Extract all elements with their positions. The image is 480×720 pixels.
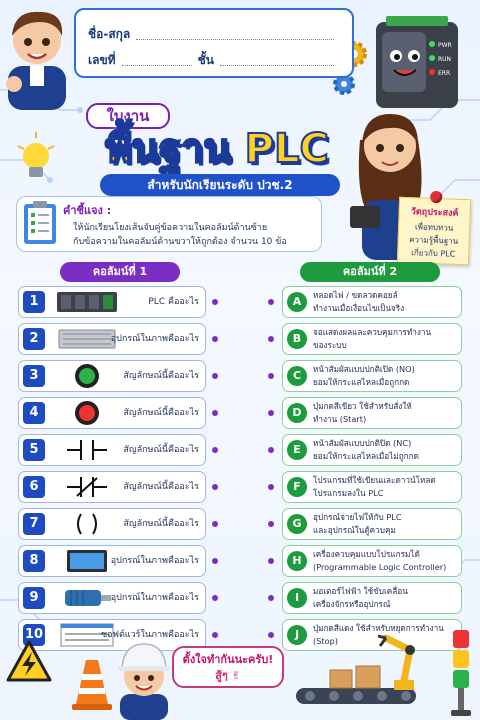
answer-letter: B [287, 329, 307, 349]
answer-letter: G [287, 514, 307, 534]
instructions-heading: คำชี้แจง : [63, 204, 112, 217]
answer-text-line-2: (Stop) [313, 636, 339, 646]
name-field[interactable] [136, 39, 334, 40]
answer-text-line-1: ปุ่มกดสีเขียว ใช้สำหรับสั่งให้ [313, 401, 412, 411]
answer-letter: E [287, 440, 307, 460]
left-match-dot[interactable] [212, 558, 218, 564]
answer-row [282, 471, 462, 503]
question-row [18, 434, 206, 466]
answer-text-line-1: ปุ่มกดสีแดง ใช้สำหรับหยุดการทำงาน [313, 623, 444, 633]
engineer-boy-mascot [114, 636, 174, 720]
answer-text-line-2: ยอมให้กระแสไหลเมื่อไม่ถูกกด [313, 451, 419, 461]
answer-row [282, 397, 462, 429]
page-subtitle: สำหรับนักเรียนระดับ ปวช.2 [100, 174, 340, 196]
page-title: พื้นฐาน PLC [105, 126, 329, 172]
answer-letter: I [287, 588, 307, 608]
question-number: 3 [23, 365, 45, 387]
right-match-dot[interactable] [268, 484, 274, 490]
question-number: 5 [23, 439, 45, 461]
worksheet-label: ใบงาน [86, 103, 170, 129]
answer-row [282, 323, 462, 355]
answer-text-line-2: ทำงาน (Start) [313, 414, 367, 424]
answer-row [282, 508, 462, 540]
right-match-dot[interactable] [268, 410, 274, 416]
left-match-dot[interactable] [212, 595, 218, 601]
answer-text-line-2: เครื่องจักรหรืออุปกรณ์ [313, 599, 391, 609]
question-number: 8 [23, 550, 45, 572]
conveyor-robot-arm-illustration [290, 630, 430, 718]
signal-tower-light-icon [448, 624, 474, 718]
plc-device-mascot [372, 14, 464, 112]
question-text: PLC คืออะไร [148, 297, 199, 307]
right-match-dot[interactable] [268, 299, 274, 305]
objective-line-2: ความรู้พื้นฐาน [409, 235, 459, 246]
class-field[interactable] [220, 65, 334, 66]
left-match-dot[interactable] [212, 299, 218, 305]
bubble-line-2: สู้ๆ ✌ [215, 669, 241, 682]
question-row [18, 582, 206, 614]
clipboard-icon [21, 199, 59, 245]
question-number: 7 [23, 513, 45, 535]
nc-contact-symbol [53, 474, 121, 500]
column-2-header: คอลัมน์ที่ 2 [300, 262, 440, 282]
left-match-dot[interactable] [212, 484, 218, 490]
right-match-dot[interactable] [268, 521, 274, 527]
left-match-dot[interactable] [212, 410, 218, 416]
instructions-line-1: ให้นักเรียนโยงเส้นจับคู่ข้อความในคอลัมน์ด้านซ้าย [73, 223, 268, 233]
question-number: 2 [23, 328, 45, 350]
question-number: 6 [23, 476, 45, 498]
answer-letter: C [287, 366, 307, 386]
left-match-dot[interactable] [212, 336, 218, 342]
right-match-dot[interactable] [268, 558, 274, 564]
answer-text-line-1: เครื่องควบคุมแบบโปรแกรมได้ [313, 549, 420, 559]
answer-letter: D [287, 403, 307, 423]
right-match-dot[interactable] [268, 336, 274, 342]
encouragement-speech-bubble [172, 646, 284, 688]
answer-text-line-1: อุปกรณ์จ่ายไฟให้กับ PLC [313, 512, 402, 522]
bubble-line-1: ตั้งใจทำกันนะครับ! [182, 653, 274, 666]
plc-led-label-err: ERR [438, 70, 451, 77]
question-row [18, 471, 206, 503]
right-match-dot[interactable] [268, 632, 274, 638]
left-match-dot[interactable] [212, 632, 218, 638]
plc-led-label-pwr: PWR [438, 42, 452, 49]
question-number: 9 [23, 587, 45, 609]
coil-symbol [53, 511, 121, 537]
answer-text-line-2: ของระบบ [313, 340, 347, 350]
number-field[interactable] [122, 65, 192, 66]
question-text: สัญลักษณ์นี้คืออะไร [123, 371, 199, 381]
question-text: สัญลักษณ์นี้คืออะไร [123, 408, 199, 418]
answer-text-line-2: ทำงานเมื่อเงื่อนไขเป็นจริง [313, 303, 405, 313]
answer-letter: J [287, 625, 307, 645]
question-row [18, 286, 206, 318]
question-text: อุปกรณ์ในภาพคืออะไร [110, 593, 199, 603]
column-1-header: คอลัมน์ที่ 1 [60, 262, 180, 282]
answer-row [282, 286, 462, 318]
left-match-dot[interactable] [212, 373, 218, 379]
plc-led-label-run: RUN [438, 56, 452, 63]
question-number: 4 [23, 402, 45, 424]
instructions-line-2: กับข้อความในคอลัมน์ด้านขวาให้ถูกต้อง จำนวน 10 ข้อ [73, 237, 287, 247]
red-button-image [53, 400, 121, 426]
answer-row [282, 582, 462, 614]
green-button-image [53, 363, 121, 389]
light-bulb-icon [16, 132, 56, 186]
high-voltage-warning-icon [6, 640, 52, 684]
boy-mascot-illustration [0, 0, 74, 110]
answer-letter: A [287, 292, 307, 312]
answer-text-line-1: หน้าสัมผัสแบบปกติปิด (NC) [313, 438, 412, 448]
pushpin-icon [430, 191, 442, 203]
number-label: เลขที่ [88, 53, 116, 67]
objective-heading: วัตถุประสงค์ [410, 207, 459, 219]
question-row [18, 360, 206, 392]
question-row [18, 397, 206, 429]
student-info-box [74, 8, 354, 78]
class-label: ชั้น [197, 53, 214, 67]
question-text: สัญลักษณ์นี้คืออะไร [123, 519, 199, 529]
answer-row [282, 545, 462, 577]
traffic-cone-icon [72, 656, 112, 712]
objective-line-3: เกี่ยวกับ PLC [411, 248, 456, 259]
answer-letter: F [287, 477, 307, 497]
answer-letter: H [287, 551, 307, 571]
objective-line-1: เพื่อทบทวน [414, 222, 454, 233]
answer-row [282, 434, 462, 466]
right-match-dot[interactable] [268, 447, 274, 453]
right-match-dot[interactable] [268, 595, 274, 601]
left-match-dot[interactable] [212, 447, 218, 453]
question-text: สัญลักษณ์นี้คืออะไร [123, 445, 199, 455]
left-match-dot[interactable] [212, 521, 218, 527]
answer-text-line-1: หลอดไฟ / ขดลวดคอยล์ [313, 290, 398, 300]
answer-text-line-1: จอแสดงผลและควบคุมการทำงาน [313, 327, 432, 337]
no-contact-symbol [53, 437, 121, 463]
answer-text-line-1: มอเตอร์ไฟฟ้า ใช้ขับเคลื่อน [313, 586, 408, 596]
answer-text-line-2: โปรแกรมลงใน PLC [313, 488, 384, 498]
question-row [18, 545, 206, 577]
name-label: ชื่อ-สกุล [88, 27, 131, 41]
question-text: อุปกรณ์ในภาพคืออะไร [110, 334, 199, 344]
question-text: สัญลักษณ์นี้คืออะไร [123, 482, 199, 492]
answer-text-line-1: หน้าสัมผัสแบบปกติเปิด (NO) [313, 364, 415, 374]
question-number: 1 [23, 291, 45, 313]
instructions-box [16, 196, 322, 252]
answer-text-line-1: โปรแกรมที่ใช้เขียนและดาวน์โหลด [313, 475, 436, 485]
right-match-dot[interactable] [268, 373, 274, 379]
question-number: 10 [23, 624, 45, 646]
plc-image [53, 289, 121, 315]
question-text: อุปกรณ์ในภาพคืออะไร [110, 556, 199, 566]
question-row [18, 508, 206, 540]
question-text: ซอฟต์แวร์ในภาพคืออะไร [101, 630, 199, 640]
answer-text-line-2: (Programmable Logic Controller) [313, 562, 447, 572]
answer-row [282, 360, 462, 392]
answer-text-line-2: ยอมให้กระแสไหลเมื่อถูกกด [313, 377, 410, 387]
answer-text-line-2: และอุปกรณ์ในตู้ควบคุม [313, 525, 396, 535]
question-row [18, 323, 206, 355]
objective-note [397, 197, 471, 265]
